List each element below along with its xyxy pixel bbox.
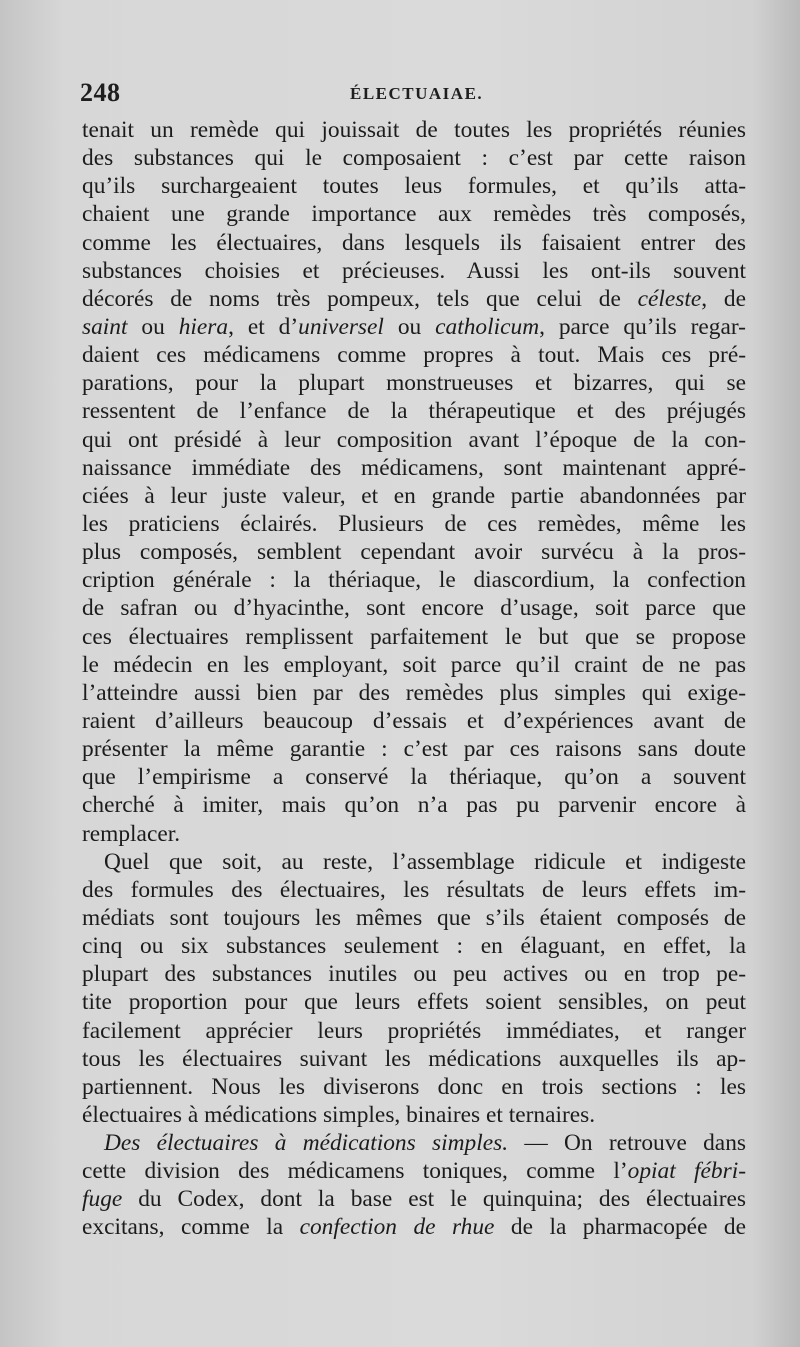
text-segment: tenait un remède qui jouissait de toutes les propriétés réunies: [82, 117, 746, 143]
italic-term: hiera: [178, 313, 229, 340]
text-line: [82, 848, 746, 876]
text-segment: excitans, comme la: [82, 1214, 300, 1241]
text-line: [82, 200, 746, 228]
text-segment: tite proportion pour que leurs effets soient sensibles, on peut: [82, 989, 746, 1016]
text-line: [82, 454, 746, 482]
text-line: [82, 1185, 746, 1213]
italic-term: saint: [82, 313, 128, 340]
text-segment: tous les électuaires suivant les médications auxquelles ils ap-: [82, 1045, 746, 1072]
text-segment: qui ont présidé à leur composition avant l’époque de la con-: [82, 426, 746, 453]
text-line: [82, 1101, 746, 1129]
text-segment: l’atteindre aussi bien par des remèdes plus simples qui exige-: [82, 679, 746, 706]
text-segment: , parce qu’ils regar-: [539, 313, 746, 340]
italic-term: catholicum: [435, 313, 540, 340]
text-line: [82, 791, 746, 819]
text-segment: cherché à imiter, mais qu’on n’a pas pu parvenir encore à: [82, 792, 746, 819]
text-line: [82, 763, 746, 791]
italic-term: opiat fébri-: [627, 1158, 746, 1185]
text-segment: partiennent. Nous les diviserons donc en trois sections : les: [82, 1073, 746, 1100]
text-segment: ou: [127, 313, 179, 340]
text-segment: les praticiens éclairés. Plusieurs de ces remèdes, même les: [82, 510, 746, 537]
text-segment: substances choisies et précieuses. Aussi les ont-ils souvent: [82, 257, 746, 284]
text-segment: cinq ou six substances seulement : en élaguant, en effet, la: [82, 933, 746, 960]
text-segment: plupart des substances inutiles ou peu actives ou en trop pe-: [82, 961, 746, 988]
text-line: [82, 397, 746, 425]
text-line: [82, 679, 746, 707]
italic-term: Des électuaires à médications simples.: [104, 1130, 509, 1157]
text-segment: raient d’ailleurs beaucoup d’essais et d’expériences avant de: [82, 707, 746, 734]
text-line: [82, 623, 746, 651]
text-segment: décorés de noms très pompeux, tels que celui de: [82, 285, 638, 312]
text-line: [82, 988, 746, 1016]
text-segment: qu’ils surchargeaient toutes leus formules, et qu’ils atta-: [82, 173, 746, 200]
text-segment: des substances qui le composaient : c’est par cette raison: [82, 145, 746, 172]
page-number: 248: [80, 78, 121, 107]
text-segment: chaient une grande importance aux remèdes très composés,: [82, 201, 746, 228]
text-line: [82, 1129, 746, 1157]
italic-term: fuge: [82, 1186, 123, 1213]
text-line: [82, 904, 746, 932]
text-line: [82, 172, 746, 200]
text-segment: , et d’: [228, 313, 299, 340]
text-segment: cription générale : la thériaque, le diascordium, la confection: [82, 567, 746, 594]
italic-term: confection de rhue: [299, 1214, 495, 1241]
text-line: [82, 707, 746, 735]
text-segment: que l’empirisme a conservé la thériaque, qu’on a souvent: [82, 764, 746, 791]
italic-term: céleste: [637, 285, 702, 312]
text-line: [82, 651, 746, 679]
text-segment: , de: [701, 285, 746, 312]
text-line: [82, 594, 746, 622]
text-line: [82, 1213, 746, 1241]
text-segment: — On retrouve dans: [508, 1130, 746, 1157]
text-segment: médiats sont toujours les mêmes que s’ils étaient composés de: [82, 904, 746, 931]
italic-term: universel: [298, 313, 384, 340]
text-segment: comme les électuaires, dans lesquels ils faisaient entrer des: [82, 229, 746, 256]
text-line: [82, 932, 746, 960]
text-segment: Quel que soit, au reste, l’assemblage ridicule et indigeste: [104, 848, 746, 875]
text-segment: facilement apprécier leurs propriétés immédiates, et ranger: [82, 1017, 746, 1044]
text-segment: ces électuaires remplissent parfaitement le but que se propose: [82, 623, 746, 650]
text-line: [82, 735, 746, 763]
text-segment: ciées à leur juste valeur, et en grande partie abandonnées par: [82, 482, 746, 509]
text-segment: électuaires à médications simples, binaires et ternaires.: [82, 1101, 596, 1128]
text-line: [82, 369, 746, 397]
text-line: [82, 482, 746, 510]
text-segment: plus composés, semblent cependant avoir survécu à la pros-: [82, 539, 746, 566]
text-line: [82, 426, 746, 454]
text-line: [82, 257, 746, 285]
text-line: [82, 341, 746, 369]
text-segment: ou: [383, 313, 436, 340]
text-segment: de safran ou d’hyacinthe, sont encore d’usage, soit parce que: [82, 595, 746, 622]
page-header: [80, 78, 740, 108]
text-line: [82, 1157, 746, 1185]
text-segment: de la pharmacopée de: [494, 1214, 746, 1241]
text-segment: le médecin en les employant, soit parce qu’il craint de ne pas: [82, 651, 746, 678]
text-line: [82, 876, 746, 904]
text-segment: ressentent de l’enfance de la thérapeutique et des préjugés: [82, 398, 746, 425]
text-segment: daient ces médicamens comme propres à tout. Mais ces pré-: [82, 342, 746, 369]
text-line: [82, 1017, 746, 1045]
text-segment: remplacer.: [82, 820, 181, 847]
text-line: [82, 144, 746, 172]
text-segment: naissance immédiate des médicamens, sont maintenant appré-: [82, 454, 746, 481]
text-line: [82, 1073, 746, 1101]
text-line: [82, 820, 746, 848]
text-line: [82, 229, 746, 257]
running-head: ÉLECTUAIAE.: [350, 84, 484, 103]
text-segment: du Codex, dont la base est le quinquina; des électuaires: [122, 1186, 746, 1213]
text-line: [82, 116, 746, 144]
text-segment: présenter la même garantie : c’est par ces raisons sans doute: [82, 736, 746, 763]
text-line: [82, 285, 746, 313]
text-line: [82, 960, 746, 988]
text-segment: cette division des médicamens toniques, comme l’: [82, 1158, 628, 1185]
body-text: [82, 116, 746, 1242]
text-line: [82, 510, 746, 538]
text-line: [82, 566, 746, 594]
text-line: [82, 538, 746, 566]
text-segment: des formules des électuaires, les résultats de leurs effets im-: [82, 876, 746, 903]
text-segment: parations, pour la plupart monstrueuses et bizarres, qui se: [82, 370, 746, 397]
text-line: [82, 313, 746, 341]
text-line: [82, 1045, 746, 1073]
